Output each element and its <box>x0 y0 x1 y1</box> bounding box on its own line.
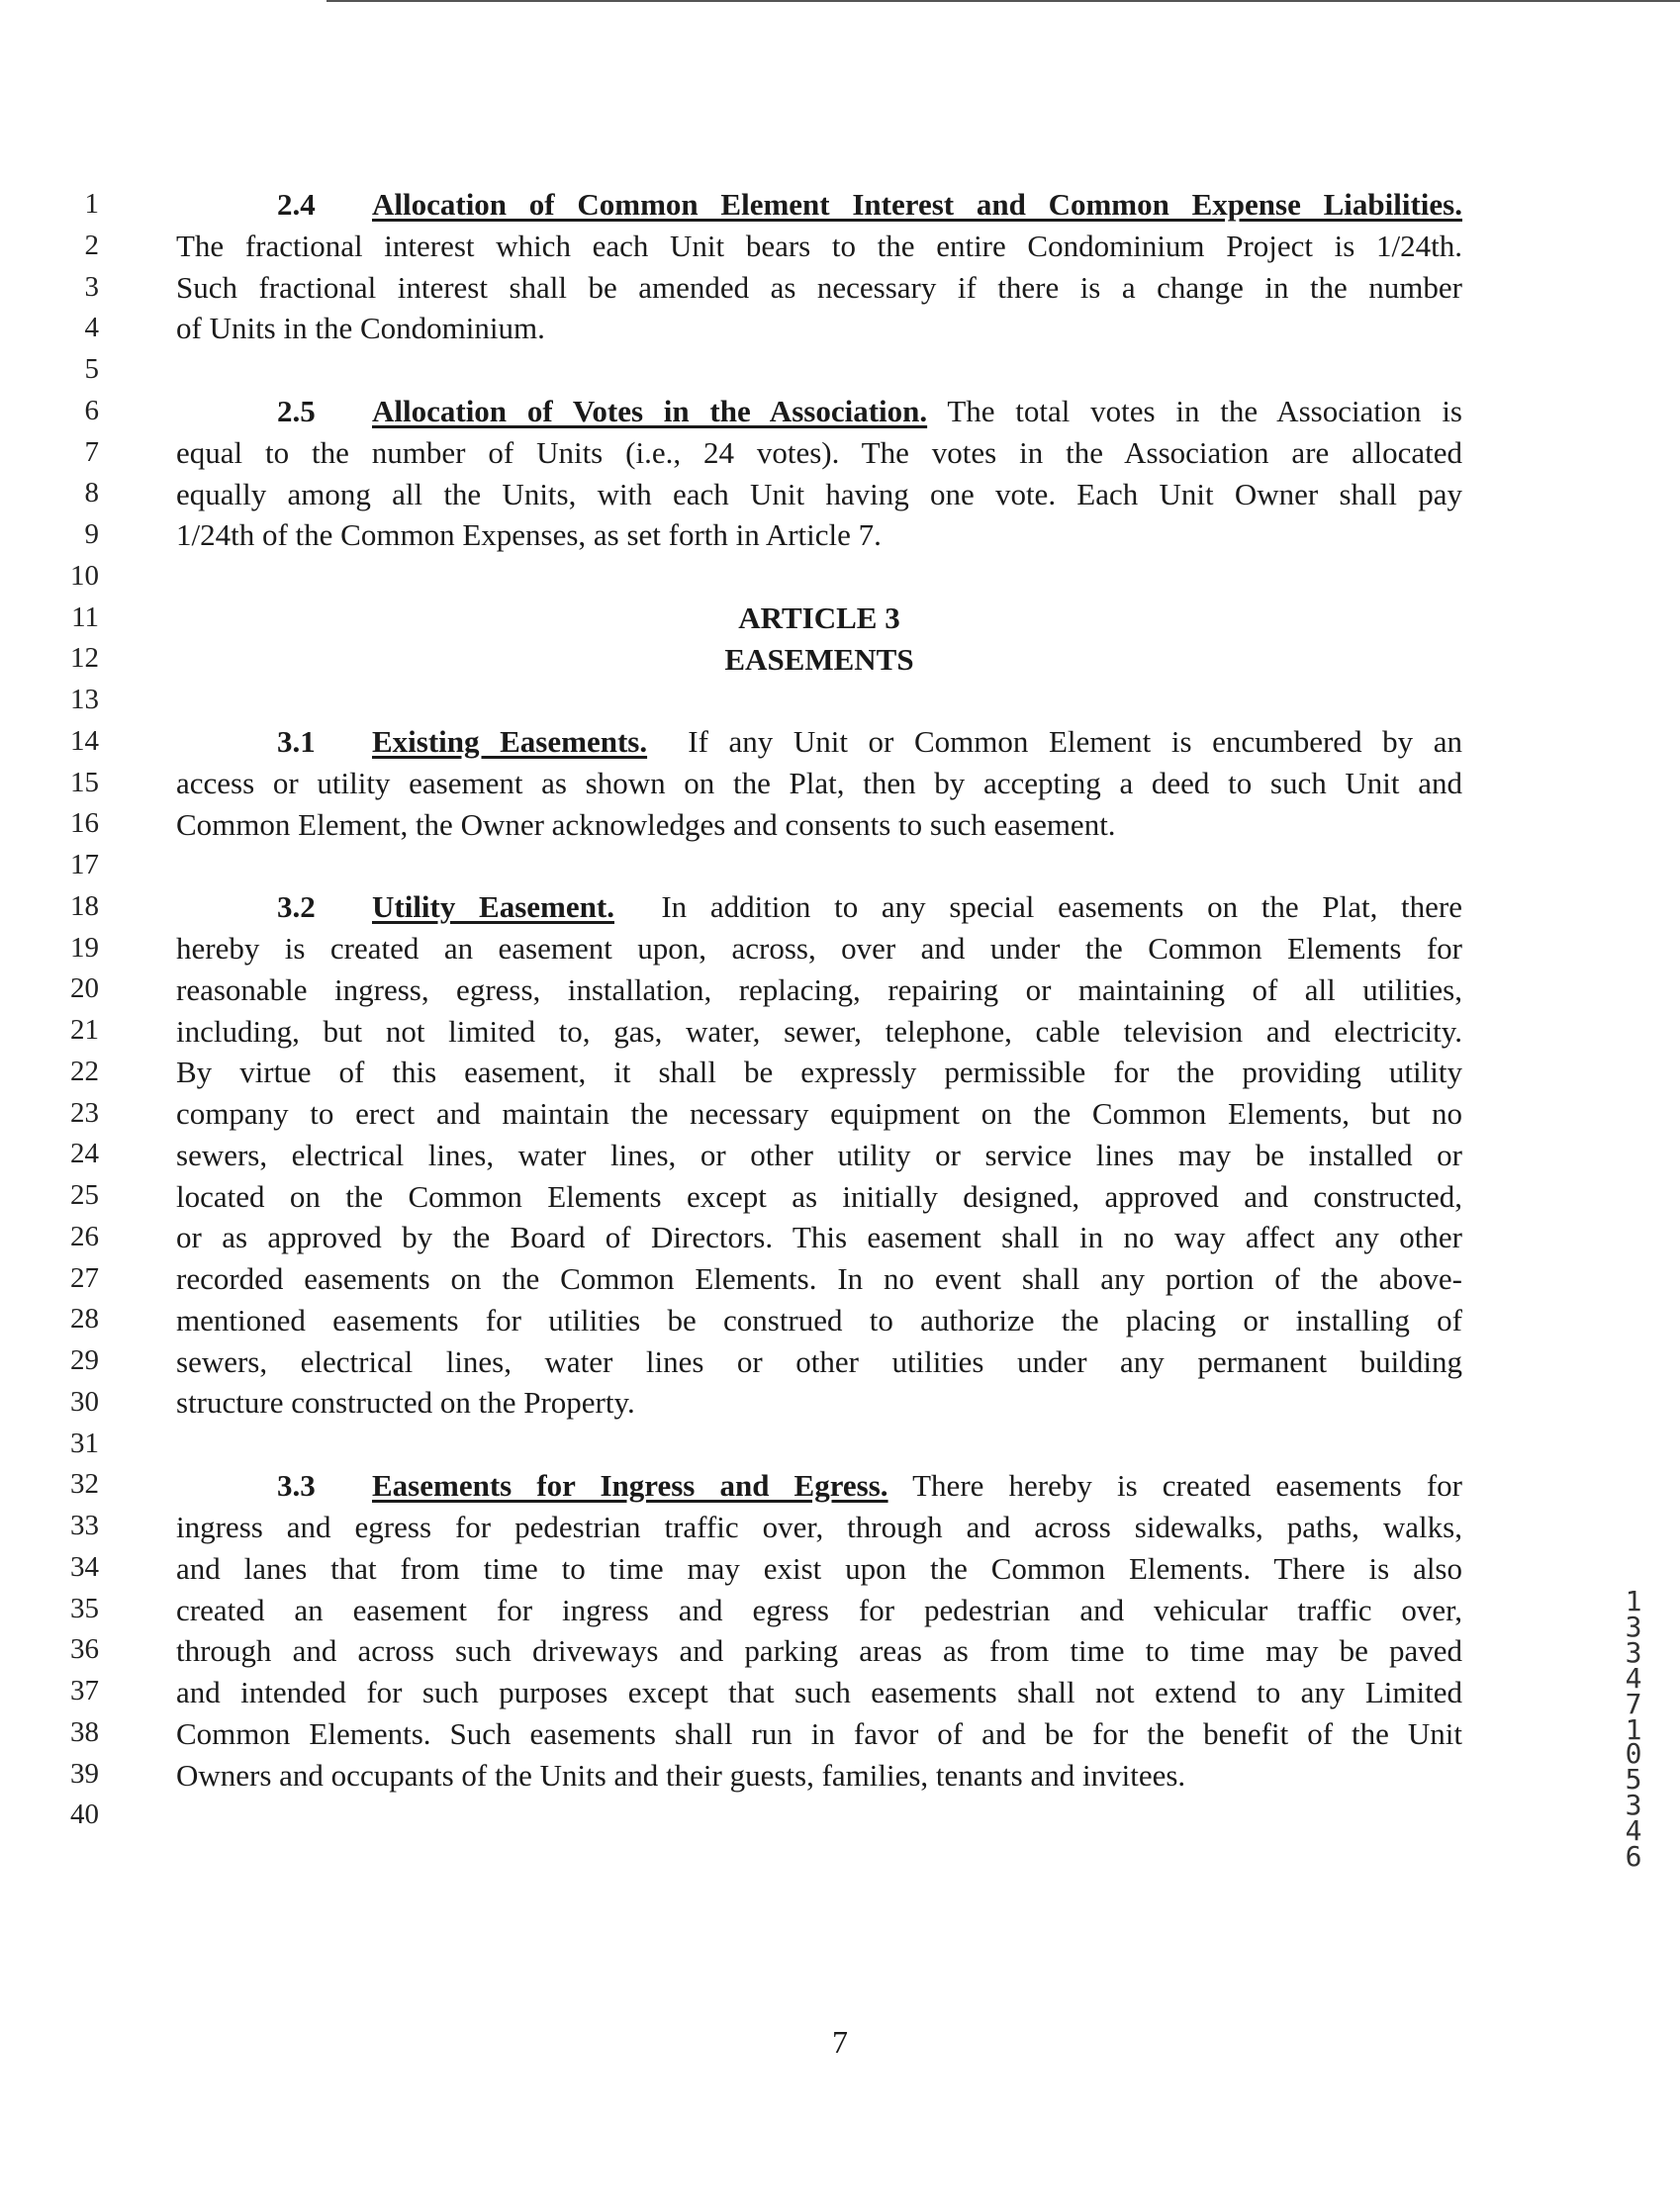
section-title: Existing Easements. <box>372 724 648 759</box>
line-number: 36 <box>70 1633 99 1666</box>
section-3-3-line: and lanes that from time to time may exist upon the Common Elements. There is also <box>176 1550 1462 1586</box>
line-number: 16 <box>70 807 99 840</box>
section-3-2-line: including, but not limited to, gas, water, sewer, telephone, cable television and electricity. <box>176 1013 1462 1049</box>
section-3-2-line: sewers, electrical lines, water lines or other utilities under any permanent building <box>176 1343 1462 1379</box>
section-number: 3.2 <box>277 889 316 924</box>
section-2-5-heading <box>277 391 1462 432</box>
line-number: 31 <box>70 1427 99 1459</box>
line-number: 11 <box>71 600 99 633</box>
section-title: Utility Easement. <box>372 889 614 924</box>
line-number: 20 <box>70 972 99 1005</box>
stamp-digit: 4 <box>1625 1814 1642 1847</box>
line-number: 39 <box>70 1757 99 1790</box>
line-number: 8 <box>84 477 99 509</box>
line-number: 21 <box>70 1014 99 1046</box>
line-number: 17 <box>70 849 99 880</box>
section-3-2-line: sewers, electrical lines, water lines, or other utility or service lines may be installed or <box>176 1137 1462 1172</box>
line-number: 2 <box>84 229 99 261</box>
section-2-4-line: of Units in the Condominium. <box>176 311 545 345</box>
section-3-2-line: reasonable ingress, egress, installation, replacing, repairing or maintaining of all utilities, <box>176 971 1462 1007</box>
section-3-2-line: recorded easements on the Common Elements. In no event shall any portion of the above- <box>176 1261 1462 1296</box>
line-number: 10 <box>70 559 99 592</box>
line-number: 9 <box>84 518 99 550</box>
stamp-digit: 0 <box>1625 1737 1642 1770</box>
line-number: 33 <box>70 1510 99 1541</box>
line-number: 26 <box>70 1220 99 1252</box>
section-number: 2.5 <box>277 394 316 428</box>
stamp-digit: 6 <box>1625 1840 1642 1873</box>
section-3-2-line: By virtue of this easement, it shall be expressly permissible for the providing utility <box>176 1055 1462 1090</box>
line-number: 13 <box>70 684 99 715</box>
line-number: 23 <box>70 1096 99 1129</box>
section-3-3-heading <box>277 1465 1462 1507</box>
section-2-4-heading <box>277 184 1462 226</box>
section-3-3-line: Common Elements. Such easements shall run in favor of and be for the benefit of the Unit <box>176 1715 1462 1751</box>
section-3-3-line: and intended for such purposes except that such easements shall not extend to any Limited <box>176 1675 1462 1709</box>
line-number: 32 <box>70 1468 99 1501</box>
article-heading: ARTICLE 3 <box>738 600 900 635</box>
line-number: 40 <box>70 1798 99 1831</box>
section-2-5-line: 1/24th of the Common Expenses, as set forth in Article 7. <box>176 517 882 552</box>
section-title: Allocation of Votes in the Association. <box>372 394 928 428</box>
line-number: 27 <box>70 1261 99 1294</box>
section-3-1-line: access or utility easement as shown on the Plat, then by accepting a deed to such Unit and <box>176 766 1462 800</box>
line-number: 29 <box>70 1344 99 1376</box>
line-number: 5 <box>84 353 99 385</box>
section-3-2-line: structure constructed on the Property. <box>176 1385 635 1421</box>
section-2-4-line: Such fractional interest shall be amended as necessary if there is a change in the number <box>176 270 1462 305</box>
stamp-digit: 3 <box>1625 1611 1642 1643</box>
section-first-line: If any Unit or Common Element is encumbered by an <box>688 724 1462 759</box>
top-rule <box>327 0 1680 2</box>
section-3-2-line: hereby is created an easement upon, across, over and under the Common Elements for <box>176 931 1462 966</box>
line-number: 34 <box>70 1550 99 1583</box>
section-2-5-line: equal to the number of Units (i.e., 24 votes). The votes in the Association are allocated <box>176 435 1462 470</box>
line-number: 3 <box>84 270 99 303</box>
line-number: 12 <box>70 642 99 675</box>
section-first-line: In addition to any special easements on the Plat, there <box>661 889 1462 924</box>
section-number: 3.1 <box>277 724 316 759</box>
section-number: 3.3 <box>277 1468 316 1503</box>
section-title: Allocation of Common Element Interest and Common Expense Liabilities. <box>372 187 1462 222</box>
line-number: 37 <box>70 1675 99 1706</box>
section-3-2-line: company to erect and maintain the necessary equipment on the Common Elements, but no <box>176 1096 1462 1131</box>
section-3-1-line: Common Element, the Owner acknowledges and consents to such easement. <box>176 807 1116 842</box>
line-number: 28 <box>70 1303 99 1336</box>
line-number: 24 <box>70 1138 99 1170</box>
section-3-2-line: or as approved by the Board of Directors. This easement shall in no way affect any other <box>176 1220 1462 1255</box>
stamp-digit: 5 <box>1625 1763 1642 1796</box>
line-number: 19 <box>70 931 99 964</box>
section-2-5-line: equally among all the Units, with each Unit having one vote. Each Unit Owner shall pay <box>176 477 1462 511</box>
line-number: 1 <box>84 188 99 220</box>
section-3-3-line: ingress and egress for pedestrian traffic over, through and across sidewalks, paths, walks, <box>176 1510 1462 1544</box>
section-3-3-line: created an easement for ingress and egress for pedestrian and vehicular traffic over, <box>176 1592 1462 1627</box>
section-2-4-line: The fractional interest which each Unit bears to the entire Condominium Project is 1/24th. <box>176 229 1462 263</box>
article-subheading: EASEMENTS <box>724 642 914 677</box>
section-title: Easements for Ingress and Egress. <box>372 1468 888 1503</box>
page-number: 7 <box>832 2024 848 2060</box>
section-3-2-heading <box>277 886 1462 928</box>
stamp-digit: 3 <box>1625 1636 1642 1669</box>
line-number: 30 <box>70 1385 99 1418</box>
section-3-3-line: through and across such driveways and parking areas as from time to time may be paved <box>176 1633 1462 1669</box>
line-number: 4 <box>84 312 99 344</box>
line-number: 7 <box>84 435 99 468</box>
section-3-3-line: Owners and occupants of the Units and their guests, families, tenants and invitees. <box>176 1757 1186 1793</box>
line-number: 35 <box>70 1592 99 1624</box>
line-number: 18 <box>70 889 99 922</box>
stamp-digit: 1 <box>1625 1713 1642 1746</box>
section-3-2-line: mentioned easements for utilities be construed to authorize the placing or installing of <box>176 1302 1462 1337</box>
line-number: 6 <box>84 394 99 426</box>
line-number: 22 <box>70 1055 99 1087</box>
line-number: 15 <box>70 766 99 798</box>
stamp-digit: 7 <box>1625 1688 1642 1720</box>
section-3-2-line: located on the Common Elements except as initially designed, approved and constructed, <box>176 1178 1462 1214</box>
line-number: 25 <box>70 1179 99 1211</box>
stamp-digit: 1 <box>1625 1585 1642 1617</box>
stamp-digit: 3 <box>1625 1789 1642 1821</box>
section-first-line: There hereby is created easements for <box>912 1468 1462 1503</box>
line-number: 14 <box>70 724 99 757</box>
section-3-1-heading <box>277 721 1462 763</box>
section-number: 2.4 <box>277 187 316 222</box>
line-number: 38 <box>70 1715 99 1748</box>
section-first-line: The total votes in the Association is <box>947 394 1462 428</box>
stamp-digit: 4 <box>1625 1662 1642 1695</box>
